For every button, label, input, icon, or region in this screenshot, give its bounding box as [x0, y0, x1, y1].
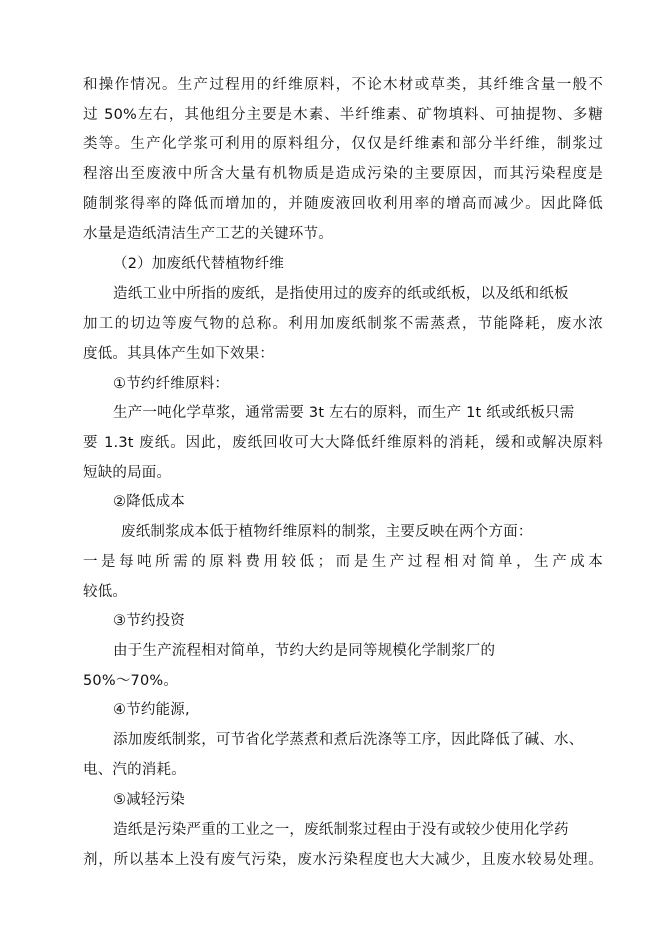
text-line-1: 和操作情况。生产过程用的纤维原料，不论木材或草类，其纤维含量一般不 [83, 77, 603, 93]
text-line-23: 添加废纸制浆，可节省化学蒸煮和煮后洗涤等工序，因此降低了碱、水、 [113, 732, 584, 748]
text-line-26: 造纸是污染严重的工业之一，废纸制浆过程由于没有或较少使用化学药 [113, 822, 569, 838]
text-line-13: 要 1.3t 废纸。因此，废纸回收可大大降低纤维原料的消耗，缓和或解决原料 [83, 435, 603, 451]
text-line-18: 较低。 [83, 584, 128, 600]
text-line-4: 程溶出至废液中所含大量有机物质是造成污染的主要原因，而其污染程度是 [83, 166, 603, 182]
text-line-3: 类等。生产化学浆可利用的原料组分，仅仅是纤维素和部分半纤维，制浆过 [83, 136, 603, 152]
text-line-16: 废纸制浆成本低于植物纤维原料的制浆，主要反映在两个方面： [121, 524, 533, 540]
item-heading-4: ④节约能源, [113, 702, 190, 718]
item-heading-1: ①节约纤维原料： [113, 376, 230, 392]
text-line-14: 短缺的局面。 [83, 465, 172, 481]
text-line-8: 造纸工业中所指的废纸，是指使用过的废弃的纸或纸板，以及纸和纸板 [113, 286, 569, 302]
text-line-24: 电、汽的消耗。 [83, 762, 186, 778]
text-line-21: 50%～70%。 [83, 673, 179, 689]
text-line-2: 过 50%左右，其他组分主要是木素、半纤维素、矿物填料、可抽提物、多糖 [83, 107, 603, 123]
section-heading-2: （2）加废纸代替植物纤维 [113, 256, 285, 272]
text-line-6: 水量是造纸清洁生产工艺的关键环节。 [83, 226, 333, 242]
text-line-9: 加工的切边等废气物的总称。利用加废纸制浆不需蒸煮，节能降耗，废水浓 [83, 316, 603, 332]
text-line-17: 一是每吨所需的原料费用较低；而是生产过程相对简单，生产成本 [83, 554, 603, 570]
item-heading-2: ②降低成本 [113, 494, 185, 510]
text-line-12: 生产一吨化学草浆，通常需要 3t 左右的原料，而生产 1t 纸或纸板只需 [113, 405, 575, 421]
text-line-5: 随制浆得率的降低而增加的，并随废液回收利用率的增高而减少。因此降低 [83, 196, 603, 212]
text-line-20: 由于生产流程相对简单，节约大约是同等规模化学制浆厂的 [113, 643, 496, 659]
item-heading-5: ⑤减轻污染 [113, 792, 185, 808]
text-line-10: 度低。其具体产生如下效果： [83, 346, 275, 362]
text-line-27: 剂，所以基本上没有废气污染，废水污染程度也大大减少，且废水较易处理。 [83, 852, 603, 868]
item-heading-3: ③节约投资 [113, 613, 185, 629]
